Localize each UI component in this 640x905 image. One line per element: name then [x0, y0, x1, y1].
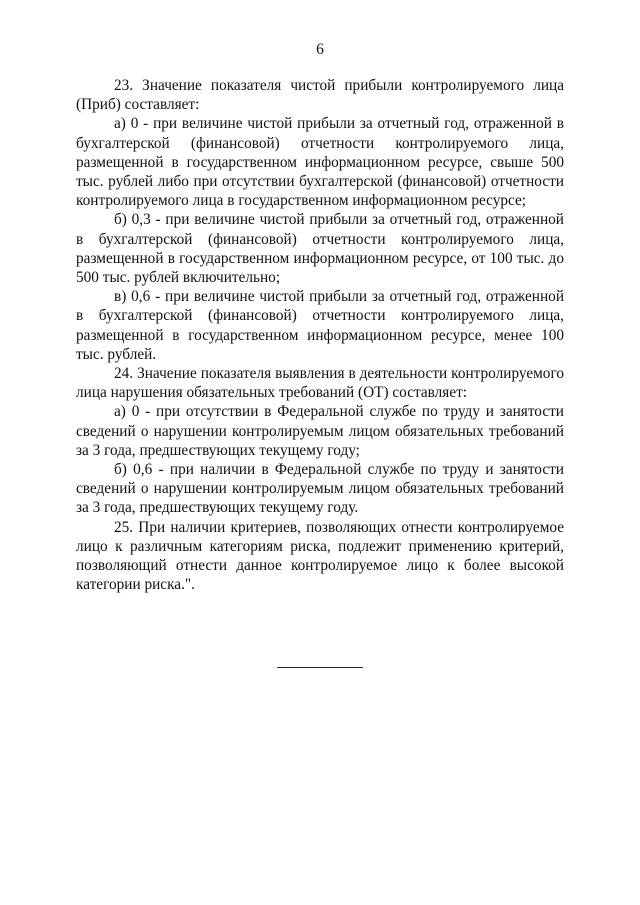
paragraph-24: 24. Значение показателя выявления в деятельности контролируемого лица нарушения обязательных требований (ОТ) составляет: — [76, 365, 564, 402]
page-number: 6 — [316, 41, 324, 58]
paragraph-23b: б) 0,3 - при величине чистой прибыли за отчетный год, отраженной в бухгалтерской (финансовой) отчетности контролируемого лица, размещенной в государственном информационном ресурсе, от 100 тыс. до 500 тыс. рублей включительно; — [76, 211, 564, 287]
paragraph-25: 25. При наличии критериев, позволяющих отнести контролируемое лицо к различным категориям риска, подлежит применению критерий, позволяющий отнести данное контролируемое лицо к более высокой категории риска.". — [76, 518, 564, 594]
paragraph-24a: а) 0 - при отсутствии в Федеральной службе по труду и занятости сведений о нарушении контролируемым лицом обязательных требований за 3 года, предшествующих текущему году; — [76, 403, 564, 459]
paragraph-23c: в) 0,6 - при величине чистой прибыли за отчетный год, отраженной в бухгалтерской (финансовой) отчетности контролируемого лица, размещенной в государственном информационном ресурсе, менее 100 тыс. рублей. — [76, 288, 564, 363]
end-divider-line — [277, 667, 363, 668]
paragraph-24b: б) 0,6 - при наличии в Федеральной службе по труду и занятости сведений о нарушении контролируемым лицом обязательных требований за 3 года, предшествующих текущему году. — [76, 461, 564, 517]
paragraph-23: 23. Значение показателя чистой прибыли контролируемого лица (Приб) составляет: — [76, 77, 564, 114]
document-body — [76, 76, 564, 594]
paragraph-23a: а) 0 - при величине чистой прибыли за отчетный год, отраженной в бухгалтерской (финансовой) отчетности контролируемого лица, размещенной в государственном информационном ресурсе, свыше 500 тыс. рублей либо при отсутствии бухгалтерской (финансовой) отчетности контролируемого лица в государственном информационном ресурсе; — [76, 115, 564, 210]
